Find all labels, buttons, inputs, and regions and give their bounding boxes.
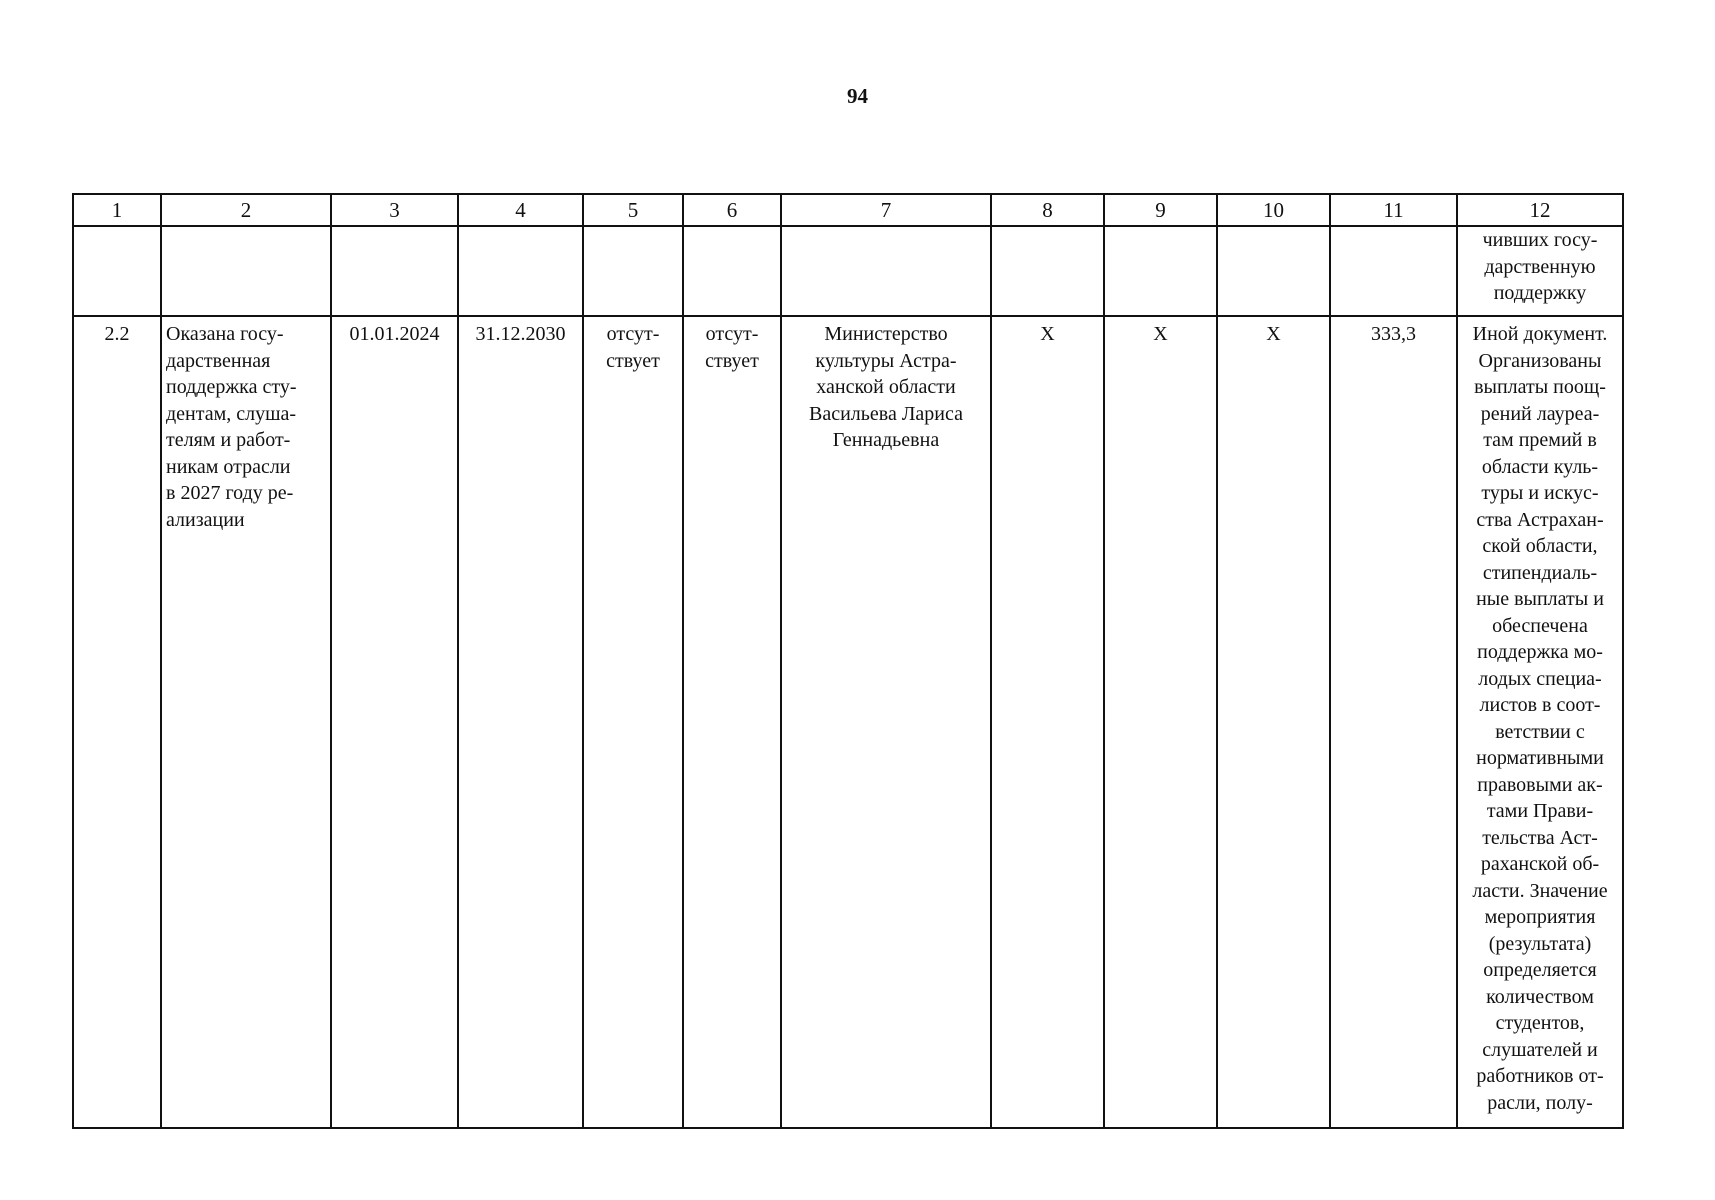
empty-cell <box>683 226 781 316</box>
col10-value: Х <box>1217 316 1330 1128</box>
column-header: 12 <box>1457 194 1623 226</box>
column-header: 4 <box>458 194 583 226</box>
col9-value: Х <box>1104 316 1217 1128</box>
empty-cell <box>583 226 683 316</box>
table-row <box>73 316 1623 1128</box>
measures-table <box>72 193 1624 1129</box>
empty-cell <box>331 226 458 316</box>
supporting-document-text: Иной документ. Организованы выплаты поощ- рений лауреа- там премий в области куль- туры и искус- ства Астрахан- ской области, стипендиаль- ные выплаты и обеспечена поддержка мо- лодых специа- листов в соот- ветствии с нормативными правовыми ак- тами Прави- тельства Аст- раханской об- ласти. Значение мероприятия (результата) определяется количеством студентов, слушателей и работников от- расли, полу- <box>1457 316 1623 1128</box>
column-header: 10 <box>1217 194 1330 226</box>
result-description: Оказана госу- дарственная поддержка сту- дентам, слуша- телям и работ- никам отрасли в 2027 году ре- ализации <box>161 316 331 1128</box>
col6-value: отсут- ствует <box>683 316 781 1128</box>
empty-cell <box>458 226 583 316</box>
column-header: 1 <box>73 194 161 226</box>
continuation-text: чивших госу- дарственную поддержку <box>1457 226 1623 316</box>
funding-value: 333,3 <box>1330 316 1457 1128</box>
column-header: 6 <box>683 194 781 226</box>
column-header: 7 <box>781 194 991 226</box>
empty-cell <box>991 226 1104 316</box>
empty-cell <box>1330 226 1457 316</box>
column-header: 11 <box>1330 194 1457 226</box>
row-number: 2.2 <box>73 316 161 1128</box>
empty-cell <box>1217 226 1330 316</box>
column-header: 3 <box>331 194 458 226</box>
end-date: 31.12.2030 <box>458 316 583 1128</box>
continuation-row <box>73 226 1623 316</box>
col5-value: отсут- ствует <box>583 316 683 1128</box>
page-number: 94 <box>847 84 868 108</box>
column-number-row <box>73 194 1623 226</box>
empty-cell <box>781 226 991 316</box>
responsible-executor: Министерство культуры Астра- ханской области Васильева Лариса Геннадьевна <box>781 316 991 1128</box>
column-header: 5 <box>583 194 683 226</box>
column-header: 2 <box>161 194 331 226</box>
column-header: 8 <box>991 194 1104 226</box>
col8-value: Х <box>991 316 1104 1128</box>
column-header: 9 <box>1104 194 1217 226</box>
empty-cell <box>1104 226 1217 316</box>
empty-cell <box>161 226 331 316</box>
empty-cell <box>73 226 161 316</box>
start-date: 01.01.2024 <box>331 316 458 1128</box>
